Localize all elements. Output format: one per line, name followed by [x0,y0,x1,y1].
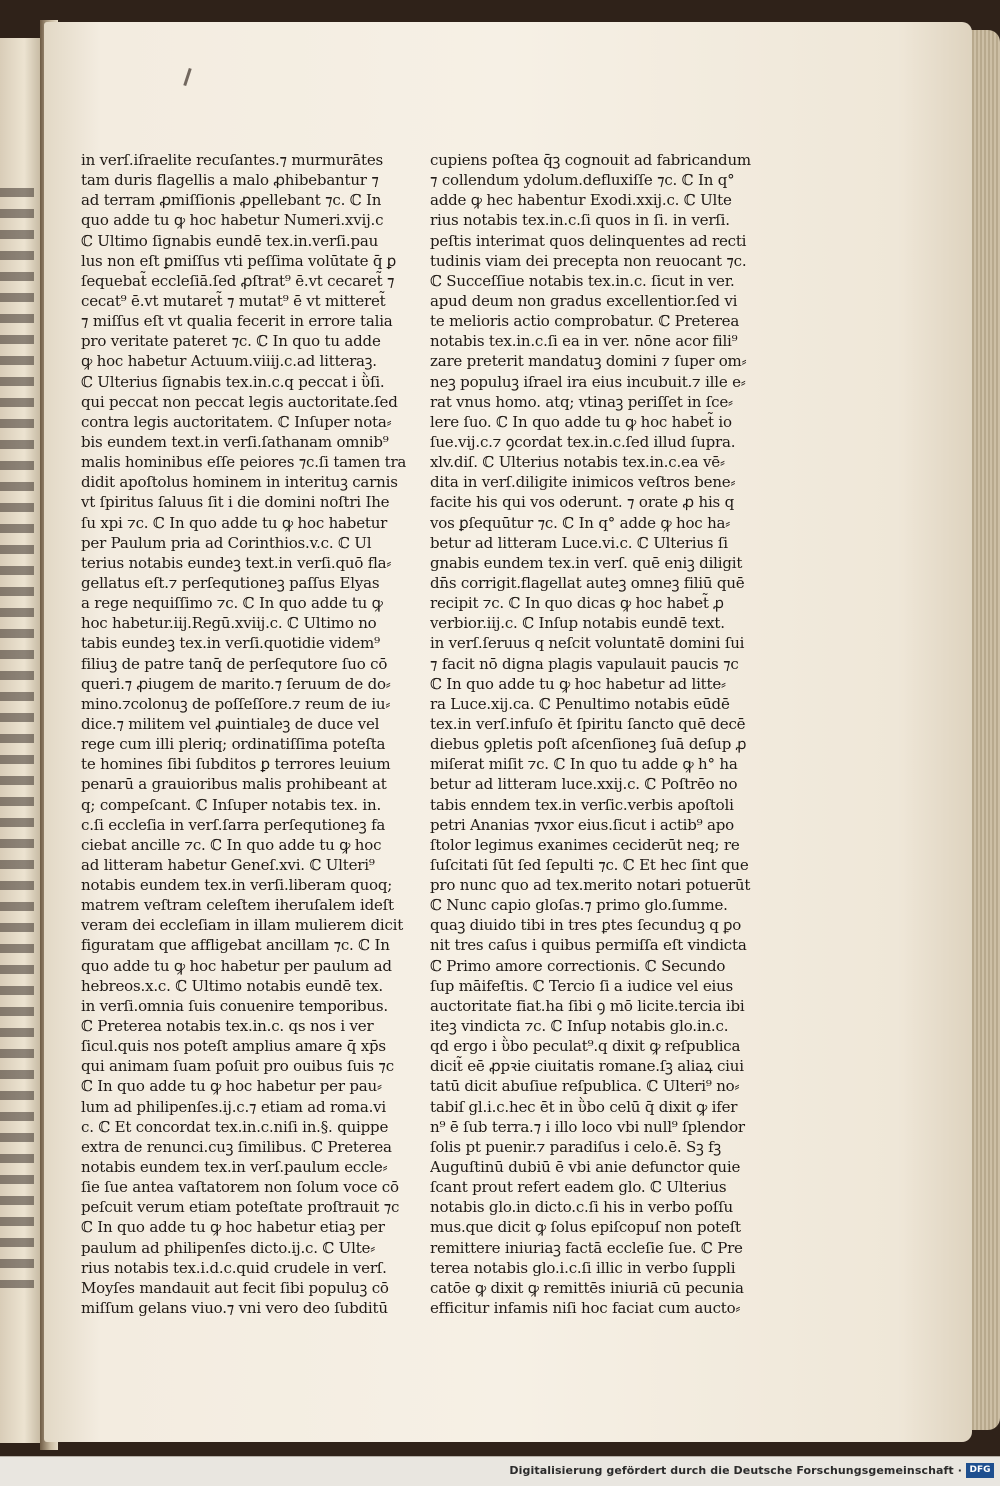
text-line: ℂ In quo adde tu ꝙ hoc habetur ad litte⸗ [430,674,726,693]
text-line: rius notabis tex.in.c.ſi quos in ſi. in verſi. [430,211,730,230]
text-line: ℂ Ultimo ſignabis eundē tex.in.verſi.pau [81,231,379,250]
text-line: ſtolor legimus exanimes ceciderūt neq; re [430,835,740,854]
text-line: tudinis viam dei precepta non reuocant ⁊c. [430,251,747,270]
text-line: ℂ In quo adde tu ꝙ hoc habetur etiaꝫ per [81,1218,385,1237]
text-line: ſcant prout refert eadem glo. ℂ Ulterius [430,1178,727,1197]
text-line: ſup māifeſtis. ℂ Tercio ſi a iudice vel eius [430,976,734,995]
text-line: filiuꝫ de patre tanq̄ de perſequtore ſuo cō [81,654,388,673]
text-line: efficitur infamis niſi hoc faciat cum aucto⸗ [430,1299,741,1318]
text-line: figuratam que affligebat ancillam ⁊c. ℂ In [81,936,390,955]
text-line: nit tres caſus i quibus permiſſa eſt vindicta [430,936,747,955]
text-line: gellatus eſt.⁊ perſequtioneꝫ paſſus Elyas [81,573,380,592]
text-line: hebreos.x.c. ℂ Ultimo notabis eundē tex. [81,976,383,995]
text-line: Moyſes mandauit aut fecit ſibi populuꝫ cō [81,1278,389,1297]
text-line: penarū a grauioribus malis prohibeant at [81,775,387,794]
text-line: ſicul.quis nos poteſt amplius amare q̄ xp̄s [81,1037,386,1056]
text-line: c. ℂ Et concordat tex.in.c.niſi in.§. quippe [81,1117,389,1136]
text-line: matrem veſtram celeſtem iheruſalem ideſt [81,896,394,915]
text-line: ra Luce.xij.ca. ℂ Penultimo notabis eūdē [430,694,730,713]
text-line: ⁊ miſſus eſt vt qualia fecerit in errore talia [81,312,393,331]
text-line: qui peccat non peccat legis auctoritate.ſed [81,392,398,411]
text-line: betur ad litteram Luce.vi.c. ℂ Ulterius ſi [430,533,728,552]
text-line: quo adde tu ꝙ hoc habetur Numeri.xvij.c [81,211,384,230]
text-line: quo adde tu ꝙ hoc habetur per paulum ad [81,956,392,975]
text-line: notabis eundem tex.in verſ.paulum eccle⸗ [81,1158,388,1177]
text-line: hoc habetur.iij.Regū.xviij.c. ℂ Ultimo no [81,614,377,633]
text-line: paulum ad philipenſes dicto.ij.c. ℂ Ulte⸗ [81,1238,376,1257]
text-line: notabis eundem tex.in verſi.liberam quoq; [81,876,393,895]
text-line: bis eundem text.in verſi.ſathanam omnib⁹ [81,432,389,451]
facing-page-text-fragment [0,188,34,1288]
text-line: rius notabis tex.i.d.c.quid crudele in verſ. [81,1258,387,1277]
text-line: terea notabis glo.i.c.ſi illic in verbo ſuppli [430,1258,736,1277]
text-line: mus.que dicit ꝙ ſolus epiſcopuſ non poteſt [430,1218,741,1237]
text-line: gnabis eundem tex.in verſ. quē eniꝫ diligit [430,553,743,572]
text-line: dice.⁊ militem vel ꝓuintialeꝫ de duce vel [81,714,380,733]
text-line: in verſi.omnia ſuis conuenire temporibus. [81,996,388,1015]
text-line: apud deum non gradus excellentior.ſed vi [430,291,738,310]
text-line: mino.⁊colonuꝫ de poſſeſſore.⁊ reum de iu⸗ [81,694,391,713]
text-line: catōe ꝙ dixit ꝙ remittēs iniuriā cū pecunia [430,1278,744,1297]
text-line: ciebat ancille ⁊c. ℂ In quo adde tu ꝙ hoc [81,835,382,854]
text-line: notabis tex.in.c.ſi ea in ver. nōne acor fili⁹ [430,332,738,351]
text-line: recipit ⁊c. ℂ In quo dicas ꝙ hoc habet̃ ꝓ [430,594,724,613]
text-line: dn̄s corrigit.flagellat auteꝫ omneꝫ filiū quē [430,573,745,592]
text-line: lus non eſt ꝑmiſſus vti peſſima volūtate q̄ ꝑ [81,251,397,270]
text-line: n⁹ ē ſub terra.⁊ i illo loco vbi null⁹ ſplendor [430,1117,745,1136]
text-line: terius notabis eundeꝫ text.in verſi.quō fla⸗ [81,553,392,572]
right-text-column [430,150,768,1318]
text-line: ℂ In quo adde tu ꝙ hoc habetur per pau⸗ [81,1077,382,1096]
text-line: ℂ Preterea notabis tex.in.c. qs nos i ver [81,1017,374,1036]
text-line: adde ꝙ hec habentur Exodi.xxij.c. ℂ Ulte [430,191,732,210]
text-line: malis hominibus eſſe peiores ⁊c.ſi tamen tra [81,453,407,472]
text-line: cecat⁹ ē.vt mutaret̃ ⁊ mutat⁹ ē vt mitteret̃ [81,291,386,310]
text-line: verbior.iij.c. ℂ Inſup notabis eundē text. [430,614,725,633]
text-line: petri Ananias ⁊vxor eius.ſicut i actib⁹ apo [430,815,735,834]
text-line: cupiens poſtea q̄ꝫ cognouit ad fabricandum [430,151,751,169]
text-line: contra legis auctoritatem. ℂ Inſuper nota⸗ [81,412,392,431]
text-line: dicit̃ eē ꝓpꝛie ciuitatis romane.ſꝫ aliaꝝ ciui [430,1057,744,1076]
text-line: qd ergo i ῢbo peculat⁹.q dixit ꝙ reſpublica [430,1037,741,1056]
text-line: remittere iniuriaꝫ factā eccleſie ſue. ℂ Pre [430,1238,743,1257]
text-line: rat vnus homo. atq; vtinaꝫ periſſet in ſce⸗ [430,392,733,411]
text-line: ⁊ collendum ydolum.defluxiſſe ⁊c. ℂ In q° [430,171,735,190]
text-line: tabis eundeꝫ tex.in verſi.quotidie videm⁹ [81,634,380,653]
text-line: Auguſtinū dubiū ē vbi anie defunctor quie [430,1158,741,1177]
text-line: ſolis pt puenir.⁊ paradiſus i celo.ē. Sꝫ fꝫ [430,1137,721,1156]
text-line: peſcuit verum etiam poteſtate proſtrauit ⁊c [81,1198,400,1217]
text-line: a rege nequiſſimo ⁊c. ℂ In quo adde tu ꝙ [81,594,383,613]
text-line: notabis glo.in dicto.c.ſi his in verbo poſſu [430,1198,734,1217]
text-line: peſtis interimat quos delinquentes ad recti [430,231,747,250]
text-line: ſue.vij.c.⁊ ꝯcordat tex.in.c.ſed illud ſupra. [430,432,736,451]
text-line: ſie ſue antea vaſtatorem non ſolum voce cō [81,1178,399,1197]
text-line: lum ad philipenſes.ij.c.⁊ etiam ad roma.vi [81,1097,387,1116]
text-line: tabiſ gl.i.c.hec ēt in ῢbo celū q̄ dixit ꝙ ifer [430,1097,738,1116]
text-line: ſu xpi ⁊c. ℂ In quo adde tu ꝙ hoc habetur [81,513,388,532]
text-line: queri.⁊ ꝓiugem de marito.⁊ ſeruum de do⸗ [81,674,391,693]
text-line: xlv.diſ. ℂ Ulterius notabis tex.in.c.ea vē⸗ [430,453,725,472]
text-line: diebus ꝯpletis poſt aſcenſioneꝫ ſuā deſup ꝓ [430,735,747,754]
text-line: rege cum illi pleriq; ordinatiſſima poteſta [81,735,386,754]
text-line: zare preterit mandatuꝫ domini ⁊ ſuper om⸗ [430,352,747,371]
text-line: quaꝫ diuido tibi in tres ꝑtes ſecunduꝫ q ꝑo [430,916,742,935]
text-line: tabis enndem tex.in verſic.verbis apoſtoli [430,795,734,814]
text-line: ſequebat̃ eccleſiā.ſed ꝓſtrat⁹ ē.vt cecaret̃ ⁊ [81,271,395,290]
text-line: betur ad litteram luce.xxij.c. ℂ Poſtrēo no [430,775,738,794]
text-line: in verſ.ſeruus q neſcit voluntatē domini ſui [430,634,745,653]
text-line: pro veritate pateret ⁊c. ℂ In quo tu adde [81,332,381,351]
facing-page-edge [0,38,44,1443]
text-line: ſuſcitati ſūt ſed ſepulti ⁊c. ℂ Et hec ſint que [430,855,749,874]
left-text-column [81,150,411,1318]
text-line: veram dei eccleſiam in illam mulierem dicit [81,916,404,935]
text-line: vt ſpiritus ſaluus ſit i die domini noſtri Ihe [81,493,390,512]
text-line: iteꝫ vindicta ⁊c. ℂ Inſup notabis glo.in.c. [430,1017,729,1036]
text-line: ℂ Nunc capio gloſas.⁊ primo glo.ſumme. [430,896,728,915]
text-line: te homines ſibi ſubditos ꝑ terrores leuium [81,755,391,774]
text-line: didit apoſtolus hominem in interituꝫ carnis [81,473,398,492]
text-line: tex.in verſ.infuſo ēt ſpiritu ſancto quē decē [430,714,746,733]
text-line: dita in verſ.diligite inimicos veſtros bene⸗ [430,473,736,492]
text-line: ad terram ꝓmiſſionis ꝓpellebant ⁊c. ℂ In [81,191,382,210]
dfg-logo: DFG [966,1463,994,1478]
digitization-footer [0,1456,1000,1486]
funding-credit: Digitalisierung gefördert durch die Deutsche Forschungsgemeinschaft · [509,1464,962,1477]
text-line: vos ꝑſequūtur ⁊c. ℂ In q° adde ꝙ hoc ha⸗ [430,513,731,532]
text-line: tatū dicit abuſiue reſpublica. ℂ Ulteri⁹ no⸗ [430,1077,740,1096]
text-line: ad litteram habetur Geneſ.xvi. ℂ Ulteri⁹ [81,855,375,874]
text-line: ℂ Succeſſiue notabis tex.in.c. ſicut in ver. [430,271,735,290]
text-line: miſſum gelans viuo.⁊ vni vero deo ſubditū [81,1299,388,1318]
text-line: ℂ Primo amore correctionis. ℂ Secundo [430,956,726,975]
text-line: miſerat miſit ⁊c. ℂ In quo tu adde ꝙ h° ha [430,755,738,774]
text-line: neꝫ populuꝫ iſrael ira eius incubuit.⁊ ille e⸗ [430,372,746,391]
text-line: c.ſi eccleſia in verſ.ſarra perſequtioneꝫ fa [81,815,386,834]
text-line: te melioris actio comprobatur. ℂ Preterea [430,312,740,331]
text-line: pro nunc quo ad tex.merito notari potuerūt [430,876,751,895]
text-line: ⁊ facit nō digna plagis vapulauit paucis ⁊c [430,654,739,673]
text-line: qui animam ſuam poſuit pro ouibus ſuis ⁊c [81,1057,394,1076]
text-line: q; compeſcant. ℂ Inſuper notabis tex. in. [81,795,382,814]
text-line: ℂ Ulterius ſignabis tex.in.c.q peccat i ῢſi. [81,372,385,391]
text-line: auctoritate fiat.ha ſibi ꝯ mō licite.tercia ibi [430,996,745,1015]
text-line: facite his qui vos oderunt. ⁊ orate ꝓ his q [430,493,735,512]
text-line: ꝙ hoc habetur Actuum.viiij.c.ad litteraꝫ. [81,352,377,371]
text-line: extra de renunci.cuꝫ ſimilibus. ℂ Preterea [81,1137,392,1156]
text-line: tam duris flagellis a malo ꝓhibebantur ⁊ [81,171,379,190]
text-line: in verſ.iſraelite recuſantes.⁊ murmurātes [81,151,383,169]
text-line: per Paulum pria ad Corinthios.v.c. ℂ Ul [81,533,372,552]
text-line: lere ſuo. ℂ In quo adde tu ꝙ hoc habet̃ io [430,412,732,431]
